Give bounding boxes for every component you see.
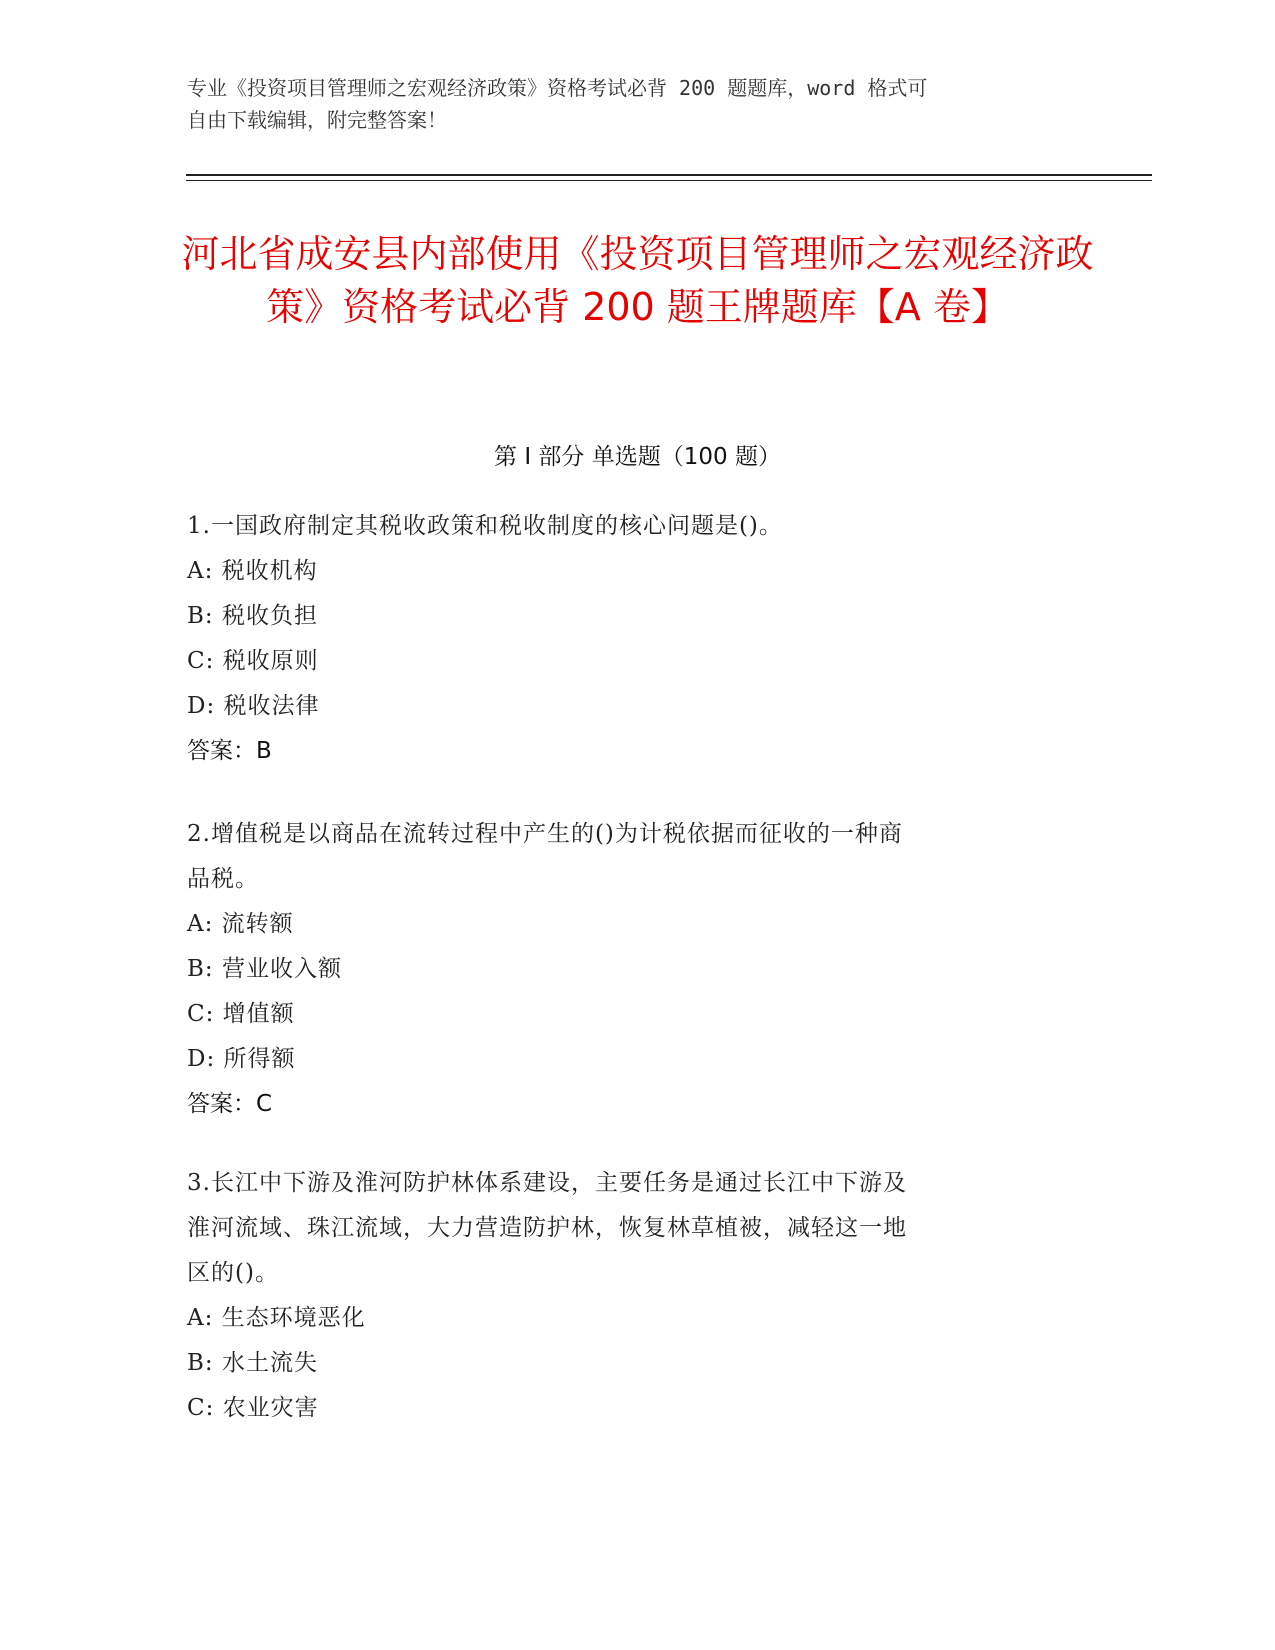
intro-text: 专业《投资项目管理师之宏观经济政策》资格考试必背 200 题题库，word 格式可 自由下载编辑，附完整答案！	[187, 76, 928, 132]
option-b: B: 税收负担	[187, 603, 318, 629]
answer-label: 答案：C	[187, 1091, 273, 1117]
option-a: A: 生态环境恶化	[187, 1305, 366, 1331]
question-2	[187, 812, 1067, 1127]
option-c: C: 农业灾害	[187, 1395, 319, 1421]
option-b: B: 营业收入额	[187, 956, 342, 982]
document-title: 河北省成安县内部使用《投资项目管理师之宏观经济政策》资格考试必背 200 题王牌题库【A 卷】	[181, 232, 1094, 329]
question-stem-line-2: 淮河流域、珠江流域，大力营造防护林，恢复林草植被，减轻这一地	[187, 1215, 907, 1241]
option-c: C: 增值额	[187, 1001, 295, 1027]
option-d: D: 税收法律	[187, 693, 320, 719]
question-stem-line-3: 区的()。	[187, 1260, 279, 1286]
option-b: B: 水土流失	[187, 1350, 318, 1376]
header-divider-thin	[186, 180, 1152, 181]
section-heading: 第 I 部分 单选题（100 题）	[494, 444, 781, 470]
question-stem-line-1: 3.长江中下游及淮河防护林体系建设，主要任务是通过长江中下游及	[187, 1170, 907, 1196]
question-stem: 1.一国政府制定其税收政策和税收制度的核心问题是()。	[187, 513, 783, 539]
option-a: A: 流转额	[187, 911, 294, 937]
option-a: A: 税收机构	[187, 558, 318, 584]
question-stem-line-1: 2.增值税是以商品在流转过程中产生的()为计税依据而征收的一种商	[187, 821, 903, 847]
header-divider-thick	[186, 174, 1152, 176]
answer-label: 答案：B	[187, 738, 272, 764]
question-1	[187, 504, 1067, 774]
option-d: D: 所得额	[187, 1046, 296, 1072]
question-3	[187, 1161, 1067, 1431]
question-stem-line-2: 品税。	[187, 866, 259, 892]
option-c: C: 税收原则	[187, 648, 319, 674]
